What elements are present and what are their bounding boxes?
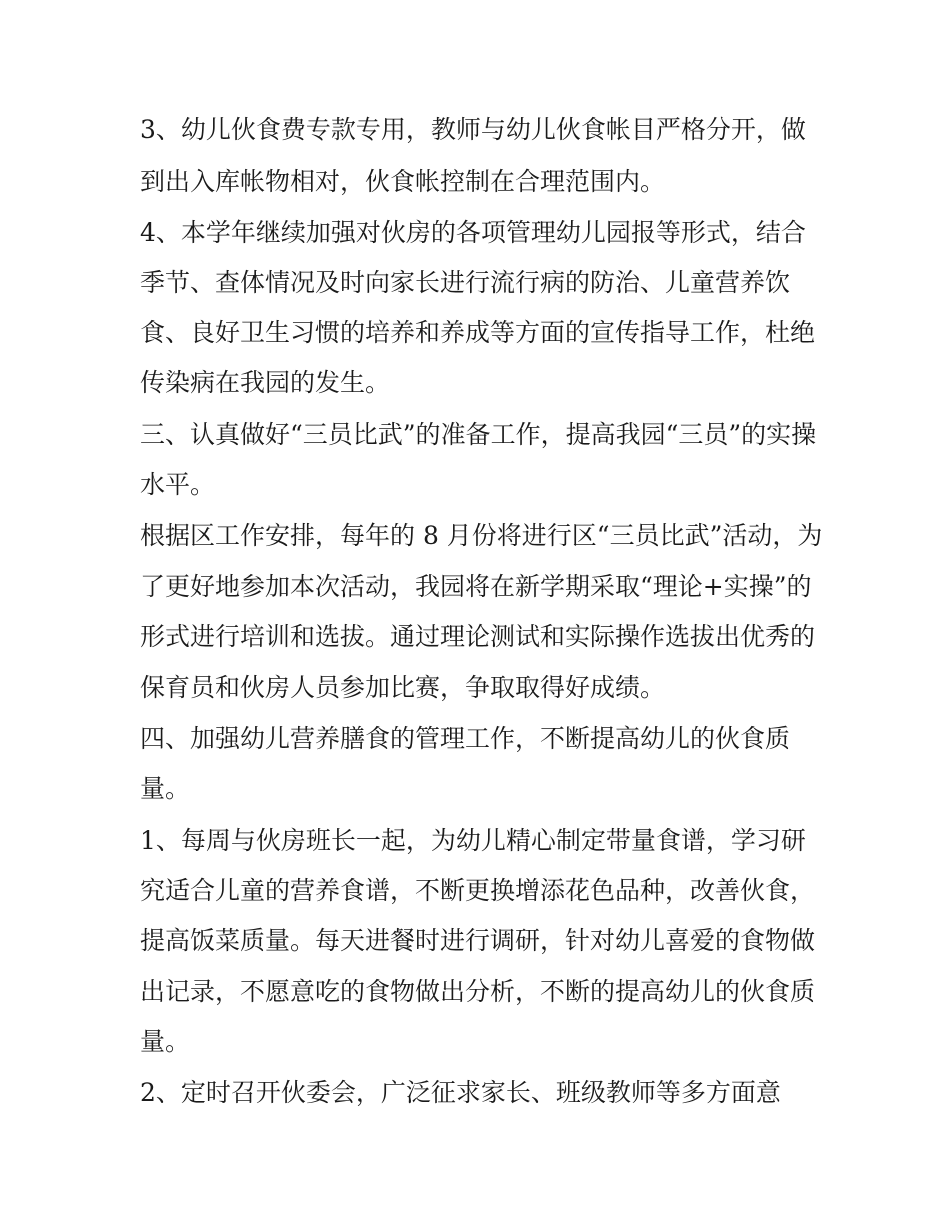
text-line-18: 出记录，不愿意吃的食物做出分析，不断的提高幼儿的伙食质	[140, 977, 816, 1006]
text-line-12: 保育员和伙房人员参加比赛，争取取得好成绩。	[140, 673, 666, 702]
text-line-5: 食、良好卫生习惯的培养和养成等方面的宣传指导工作，杜绝	[140, 318, 816, 347]
text-line-10: 了更好地参加本次活动，我园将在新学期采取“理论+实操”的	[140, 572, 812, 601]
text-line-13: 四、加强幼儿营养膳食的管理工作，不断提高幼儿的伙食质	[140, 724, 791, 753]
text-line-20: 2、定时召开伙委会，广泛征求家长、班级教师等多方面意	[140, 1078, 781, 1107]
text-line-8: 水平。	[140, 470, 216, 499]
text-line-1: 3、幼儿伙食费专款专用，教师与幼儿伙食帐目严格分开，做	[140, 115, 806, 144]
text-line-2: 到出入库帐物相对，伙食帐控制在合理范围内。	[140, 167, 666, 196]
text-line-4: 季节、查体情况及时向家长进行流行病的防治、儿童营养饮	[140, 268, 791, 297]
text-line-6: 传染病在我园的发生。	[140, 368, 391, 397]
text-line-7: 三、认真做好“三员比武”的准备工作，提高我园“三员”的实操	[140, 420, 817, 449]
text-line-14: 量。	[140, 774, 191, 803]
text-line-9: 根据区工作安排，每年的 8 月份将进行区“三员比武”活动，为	[140, 521, 823, 550]
text-line-17: 提高饭菜质量。每天进餐时进行调研，针对幼儿喜爱的食物做	[140, 926, 816, 955]
text-line-19: 量。	[140, 1027, 191, 1056]
text-line-3: 4、本学年继续加强对伙房的各项管理幼儿园报等形式，结合	[140, 218, 806, 247]
text-line-16: 究适合儿童的营养食谱，不断更换增添花色品种，改善伙食，	[140, 876, 816, 905]
text-line-15: 1、每周与伙房班长一起，为幼儿精心制定带量食谱，学习研	[140, 826, 806, 855]
text-line-11: 形式进行培训和选拔。通过理论测试和实际操作选拔出优秀的	[140, 622, 816, 651]
